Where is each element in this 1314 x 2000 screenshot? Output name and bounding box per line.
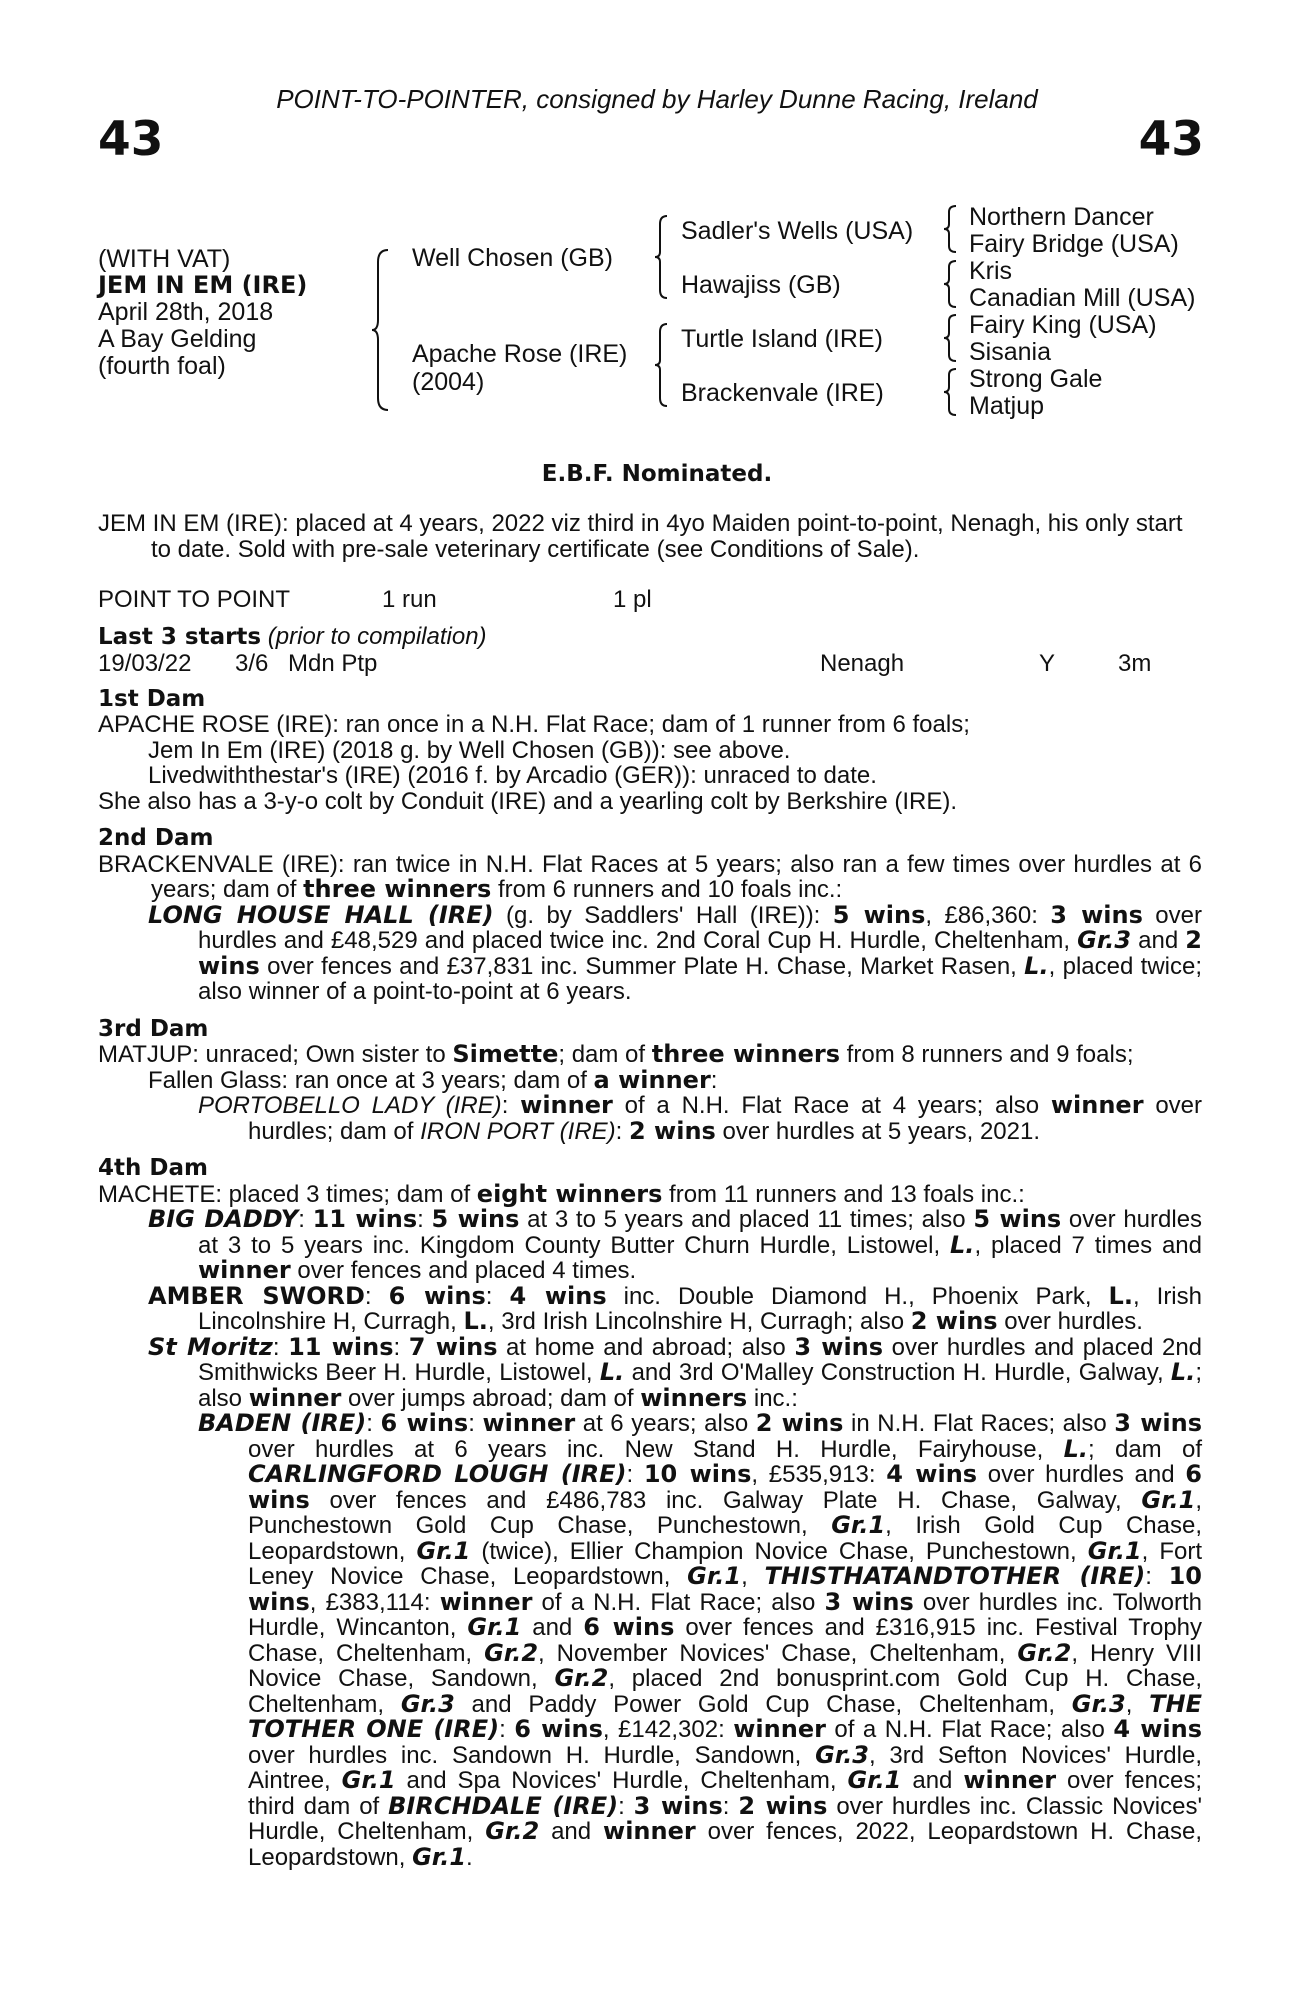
text: at 3 to 5 years and placed 11 times; also xyxy=(519,1206,974,1233)
grade: Gr.2 xyxy=(1017,1638,1072,1667)
text: MATJUP: unraced; Own sister to xyxy=(98,1041,453,1068)
horse-name: JEM IN EM (IRE) xyxy=(98,271,308,299)
emphasis: three winners xyxy=(651,1040,841,1068)
pedigree-g3: Kris xyxy=(969,257,1013,285)
last-starts-title: Last 3 starts xyxy=(98,624,262,650)
text: , Fort Leney Novice Chase, Leopardstown, xyxy=(248,1537,1202,1590)
text: : xyxy=(393,1333,409,1361)
text: , 3rd Sefton Novices' Hurdle, Aintree, xyxy=(248,1741,1202,1794)
grade: Gr.1 xyxy=(412,1842,467,1871)
text: over hurdles and placed 2nd Smithwicks Beer H. Hurdle, Listowel, xyxy=(198,1333,1203,1386)
dam1-heading: 1st Dam xyxy=(98,685,206,712)
text: , xyxy=(1125,1690,1150,1718)
text: from 8 runners and 9 foals; xyxy=(840,1041,1134,1068)
text: and 3rd O'Malley Construction H. Hurdle, Galway, xyxy=(624,1359,1171,1386)
horse-name: IRON PORT (IRE) xyxy=(420,1117,616,1145)
pedigree-sire: Well Chosen (GB) xyxy=(412,244,613,272)
emphasis: Simette xyxy=(452,1040,559,1068)
text: , placed 2nd bonusprint.com Gold Cup H. Chase, Cheltenham, xyxy=(248,1665,1202,1718)
text: over fences; third dam of xyxy=(248,1767,1202,1820)
text: , placed twice; also winner of a point-to-point at 6 years. xyxy=(198,952,1203,1005)
text: inc.: xyxy=(747,1384,798,1412)
progeny-st-moritz xyxy=(98,1332,1203,1412)
progeny-amber-sword xyxy=(98,1281,1202,1335)
text: over fences and £486,783 inc. Galway Plate H. Chase, Galway, xyxy=(309,1486,1142,1514)
grade: L. xyxy=(950,1230,975,1259)
text: inc. Double Diamond H., Phoenix Park, xyxy=(606,1282,1109,1310)
text: of a N.H. Flat Race at 4 years; also xyxy=(612,1092,1051,1119)
text: , November Novices' Chase, Cheltenham, xyxy=(538,1639,1018,1667)
text: , £86,360: xyxy=(925,901,1051,929)
text: and xyxy=(901,1767,964,1794)
grade: L. xyxy=(599,1358,625,1386)
dam1-progeny: Jem In Em (IRE) (2018 g. by Well Chosen (GB)): see above. xyxy=(148,736,791,764)
dam3-paragraph xyxy=(98,1042,1202,1068)
horse-description: A Bay Gelding xyxy=(98,325,257,353)
emphasis: 6 wins xyxy=(248,1460,1202,1514)
text: from 11 runners and 13 foals inc.: xyxy=(662,1180,1025,1208)
horse-name: AMBER SWORD xyxy=(148,1281,365,1310)
grade: Gr.3 xyxy=(1077,926,1132,954)
pedigree-bracket-main xyxy=(372,248,392,412)
lot-number-right: 43 xyxy=(1138,112,1204,167)
text: . xyxy=(466,1843,473,1871)
pedigree-g2: Fairy Bridge (USA) xyxy=(969,230,1179,258)
emphasis: 11 wins xyxy=(288,1332,394,1361)
emphasis: 6 wins xyxy=(380,1409,469,1437)
text: in N.H. Flat Races; also xyxy=(843,1410,1115,1437)
progeny-big-daddy xyxy=(98,1207,1202,1284)
emphasis: 2 wins xyxy=(755,1409,844,1437)
emphasis: winner xyxy=(963,1766,1057,1794)
text: : xyxy=(710,1066,718,1094)
text: : xyxy=(1145,1563,1169,1590)
text: at 6 years; also xyxy=(575,1410,756,1437)
ebf-nominated: E.B.F. Nominated. xyxy=(541,461,773,487)
grade: Gr.1 xyxy=(416,1536,471,1565)
text: over fences, 2022, Leopardstown H. Chase, Leopardstown, xyxy=(248,1818,1203,1871)
text: over hurdles and £48,529 and placed twice inc. 2nd Coral Cup H. Hurdle, Cheltenham, xyxy=(198,901,1202,954)
lot-number-left: 43 xyxy=(98,112,164,167)
emphasis: 11 wins xyxy=(312,1205,418,1233)
progeny-long-house-hall xyxy=(98,900,1203,1005)
start-position: 3/6 xyxy=(235,649,269,677)
record-runs: 1 run xyxy=(382,586,437,613)
text: : xyxy=(298,1206,313,1233)
grade: Gr.3 xyxy=(1071,1689,1126,1718)
text: , Punchestown Gold Cup Chase, Punchestown, xyxy=(248,1486,1202,1539)
text: , £535,913: xyxy=(751,1461,887,1488)
pedigree-dam-year: (2004) xyxy=(412,368,485,396)
emphasis: 7 wins xyxy=(408,1332,498,1361)
text: , xyxy=(741,1563,765,1590)
horse-name: THISTHATANDTOTHER (IRE) xyxy=(764,1562,1146,1590)
text: : xyxy=(618,1792,634,1820)
start-course: Nenagh xyxy=(820,649,905,677)
catalogue-header-title: POINT-TO-POINTER, consigned by Harley Dunne Racing, Ireland xyxy=(276,84,1038,114)
text: : xyxy=(722,1792,739,1820)
grade: Gr.1 xyxy=(831,1511,886,1539)
dam2-heading: 2nd Dam xyxy=(98,825,214,851)
text: and xyxy=(539,1818,604,1845)
text: : xyxy=(272,1333,289,1361)
grade: Gr.3 xyxy=(400,1689,455,1718)
text: over hurdles at 5 years, 2021. xyxy=(715,1117,1041,1145)
text: over hurdles at 6 years inc. New Stand H. Hurdle, Fairyhouse, xyxy=(248,1435,1064,1463)
dam4-paragraph xyxy=(98,1179,1202,1208)
pedigree-bracket-g3 xyxy=(944,313,958,363)
emphasis: 2 wins xyxy=(738,1791,828,1820)
grade: Gr.1 xyxy=(467,1613,522,1641)
text: of a N.H. Flat Race; also xyxy=(532,1588,825,1616)
text: over hurdles; dam of xyxy=(248,1092,1203,1145)
text: : xyxy=(615,1117,629,1145)
pedigree-g8: Matjup xyxy=(969,392,1045,420)
last-starts-heading xyxy=(98,624,1202,651)
text: (g. by Saddlers' Hall (IRE)): xyxy=(493,901,833,929)
pedigree-sire-dam: Hawajiss (GB) xyxy=(681,271,841,299)
text: (twice), Ellier Champion Novice Chase, Punchestown, xyxy=(470,1537,1088,1565)
text: : xyxy=(468,1410,483,1437)
text: and xyxy=(1131,927,1186,954)
text: over fences and £316,915 inc. Festival Trophy Chase, Cheltenham, xyxy=(248,1614,1203,1667)
emphasis: three winners xyxy=(303,875,492,903)
text: : xyxy=(626,1461,644,1488)
dam2-paragraph xyxy=(98,852,1202,903)
horse-name: LONG HOUSE HALL (IRE) xyxy=(148,900,494,929)
pedigree-g1: Northern Dancer xyxy=(969,203,1154,231)
grade: L. xyxy=(1024,951,1049,980)
text: , Irish Lincolnshire H, Curragh, xyxy=(198,1282,1202,1335)
emphasis: 2 wins xyxy=(629,1116,716,1145)
grade: Gr.1 xyxy=(341,1766,396,1794)
start-race: Mdn Ptp xyxy=(288,649,378,677)
record-type: POINT TO POINT xyxy=(98,586,291,613)
text: from 6 runners and 10 foals inc.: xyxy=(491,876,843,903)
text: , £383,114: xyxy=(309,1588,440,1616)
emphasis: winners xyxy=(640,1383,748,1412)
emphasis: 2 wins xyxy=(910,1307,998,1335)
horse-name: THE TOTHER ONE (IRE) xyxy=(248,1689,1202,1743)
pedigree-g5: Fairy King (USA) xyxy=(969,311,1157,339)
progeny-baden xyxy=(98,1411,1202,1870)
emphasis: 5 wins xyxy=(973,1205,1062,1233)
text: over hurdles inc. Classic Novices' Hurdle, Cheltenham, xyxy=(248,1792,1203,1845)
emphasis: 5 wins xyxy=(832,900,926,929)
grade: Gr.3 xyxy=(815,1740,870,1769)
pedigree-g7: Strong Gale xyxy=(969,365,1103,393)
text: , Irish Gold Cup Chase, Leopardstown, xyxy=(248,1512,1202,1565)
grade: L. xyxy=(1108,1281,1133,1310)
horse-name: BADEN (IRE) xyxy=(198,1409,367,1437)
catalogue-body xyxy=(98,511,1202,1870)
horse-name: BIRCHDALE (IRE) xyxy=(388,1791,619,1820)
text: at home and abroad; also xyxy=(497,1333,795,1361)
pedigree-bracket-g4 xyxy=(944,367,958,417)
emphasis: 4 wins xyxy=(1113,1715,1202,1743)
grade: L. xyxy=(1063,1434,1089,1463)
text: , 3rd Irish Lincolnshire H, Curragh; also xyxy=(487,1308,911,1335)
text: and Spa Novices' Hurdle, Cheltenham, xyxy=(395,1767,848,1794)
dam1-line: APACHE ROSE (IRE): ran once in a N.H. Flat Race; dam of 1 runner from 6 foals; xyxy=(98,711,970,738)
text: ; also xyxy=(198,1359,1203,1412)
pedigree-g4: Canadian Mill (USA) xyxy=(969,284,1196,312)
text: ; dam of xyxy=(1088,1435,1202,1463)
emphasis: 10 wins xyxy=(643,1460,752,1488)
emphasis: 4 wins xyxy=(509,1281,607,1310)
dam1-note: She also has a 3-y-o colt by Conduit (IRE) and a yearling colt by Berkshire (IRE). xyxy=(98,787,958,815)
text: over hurdles. xyxy=(997,1308,1143,1335)
text: : xyxy=(485,1282,510,1310)
text: : xyxy=(366,1410,381,1437)
record-placings: 1 pl xyxy=(613,586,652,613)
pedigree-g6: Sisania xyxy=(969,338,1051,366)
pedigree-dam-sire: Turtle Island (IRE) xyxy=(681,325,883,353)
start-distance: 3m xyxy=(1118,649,1152,677)
grade: Gr.2 xyxy=(485,1817,540,1845)
grade: Gr.2 xyxy=(554,1664,609,1692)
text: of a N.H. Flat Race; also xyxy=(825,1716,1114,1743)
start-date: 19/03/22 xyxy=(98,649,192,677)
emphasis: 6 wins xyxy=(514,1715,603,1743)
dam4-heading: 4th Dam xyxy=(98,1155,208,1181)
text: over hurdles at 3 to 5 years inc. Kingdom County Butter Churn Hurdle, Listowel, xyxy=(198,1206,1203,1259)
horse-foal-order: (fourth foal) xyxy=(98,352,226,380)
start-going: Y xyxy=(1039,649,1056,677)
text: Fallen Glass: ran once at 3 years; dam of xyxy=(148,1066,594,1094)
emphasis: 3 wins xyxy=(794,1332,884,1361)
text: : xyxy=(499,1716,515,1743)
emphasis: winner xyxy=(439,1587,533,1616)
horse-name: PORTOBELLO LADY (IRE) xyxy=(198,1092,502,1119)
pedigree-bracket-sire xyxy=(655,214,669,300)
summary-paragraph xyxy=(98,511,1202,562)
text: and xyxy=(521,1614,584,1641)
last-start-row xyxy=(98,651,1202,676)
text: ; dam of xyxy=(558,1041,652,1068)
text: over hurdles inc. Sandown H. Hurdle, Sandown, xyxy=(248,1741,816,1769)
text: : xyxy=(417,1206,432,1233)
emphasis: 10 wins xyxy=(248,1562,1203,1616)
horse-foaled: April 28th, 2018 xyxy=(98,298,274,326)
text: MACHETE: placed 3 times; dam of xyxy=(98,1180,477,1208)
grade: L. xyxy=(463,1307,488,1335)
emphasis: 2 wins xyxy=(198,926,1202,980)
text: , £142,302: xyxy=(602,1716,734,1743)
emphasis: winner xyxy=(733,1715,826,1743)
pedigree-bracket-g2 xyxy=(944,259,958,309)
text: BRACKENVALE (IRE): ran twice in N.H. Flat Races at 5 years; also ran a few times over hurdles at 6 years; dam of xyxy=(98,850,1202,903)
dam3-heading: 3rd Dam xyxy=(98,1015,209,1042)
emphasis: 3 wins xyxy=(824,1587,914,1616)
emphasis: 3 wins xyxy=(1050,900,1143,929)
grade: Gr.2 xyxy=(484,1638,539,1667)
emphasis: 6 wins xyxy=(583,1613,675,1641)
text: and Paddy Power Gold Cup Chase, Cheltenham, xyxy=(454,1690,1072,1718)
emphasis: winner xyxy=(198,1256,291,1284)
emphasis: winner xyxy=(248,1383,342,1412)
emphasis: 3 wins xyxy=(1114,1409,1203,1437)
grade: L. xyxy=(1170,1358,1196,1386)
grade: Gr.1 xyxy=(1087,1536,1142,1565)
text: : xyxy=(501,1092,521,1119)
progeny-portobello-lady xyxy=(98,1093,1202,1144)
emphasis: 5 wins xyxy=(431,1205,520,1233)
horse-name: BIG DADDY xyxy=(148,1205,299,1233)
emphasis: 6 wins xyxy=(388,1281,486,1310)
emphasis: a winner xyxy=(593,1065,711,1094)
emphasis: winner xyxy=(603,1817,696,1845)
emphasis: eight winners xyxy=(476,1179,663,1208)
text: , placed 7 times and xyxy=(974,1231,1203,1259)
text: over hurdles and xyxy=(977,1461,1186,1488)
pedigree-bracket-dam xyxy=(655,322,669,408)
vat-note: (WITH VAT) xyxy=(98,245,231,273)
dam1-progeny: Livedwiththestar's (IRE) (2016 f. by Arcadio (GER)): unraced to date. xyxy=(148,762,877,789)
pedigree-sire-sire: Sadler's Wells (USA) xyxy=(681,217,914,245)
text: , Henry VIII Novice Chase, Sandown, xyxy=(248,1639,1202,1692)
grade: Gr.1 xyxy=(1141,1485,1196,1514)
grade: Gr.1 xyxy=(847,1766,902,1794)
emphasis: winner xyxy=(482,1409,576,1437)
text: : xyxy=(364,1282,389,1310)
pedigree-bracket-g1 xyxy=(944,204,958,254)
text: over fences and £37,831 inc. Summer Plate H. Chase, Market Rasen, xyxy=(259,952,1025,980)
text: over jumps abroad; dam of xyxy=(341,1384,641,1412)
horse-name: St Moritz xyxy=(148,1332,273,1361)
emphasis: 4 wins xyxy=(886,1460,978,1488)
summary-lead: JEM IN EM (IRE): placed at 4 years, 2022 viz third in 4yo Maiden point-to-point, Nenagh, his only xyxy=(98,510,1130,537)
pedigree-dam-dam: Brackenvale (IRE) xyxy=(681,379,884,407)
last-starts-note: (prior to compilation) xyxy=(267,623,487,650)
text: over fences and placed 4 times. xyxy=(290,1257,637,1284)
text: over hurdles inc. Tolworth Hurdle, Wincanton, xyxy=(248,1588,1202,1641)
emphasis: winner xyxy=(520,1091,613,1119)
pedigree-dam: Apache Rose (IRE) xyxy=(412,340,628,368)
horse-name: CARLINGFORD LOUGH (IRE) xyxy=(248,1460,627,1488)
race-record-row xyxy=(98,587,1202,612)
grade: Gr.1 xyxy=(687,1562,742,1590)
progeny-fallen-glass xyxy=(98,1065,1202,1094)
emphasis: 3 wins xyxy=(633,1791,723,1820)
emphasis: winner xyxy=(1050,1091,1144,1119)
summary-cont: start to date. Sold with pre-sale veterinary certificate (see Conditions of Sale). xyxy=(151,510,1183,563)
